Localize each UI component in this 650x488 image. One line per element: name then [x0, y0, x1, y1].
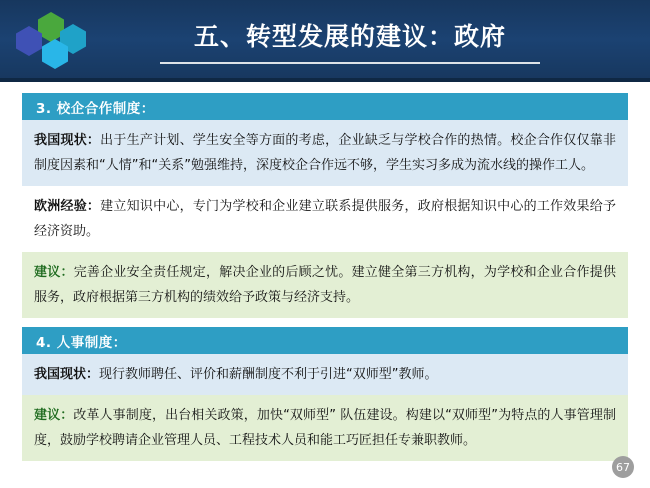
page-number-badge: 67: [612, 456, 634, 478]
slide-header: [0, 0, 650, 82]
paragraph-label: 我国现状：: [34, 367, 100, 382]
paragraph-suggestion-cooperation: [22, 252, 628, 318]
title-underline: [160, 62, 540, 64]
page-title: 五、转型发展的建议：政府: [193, 22, 506, 51]
paragraph-suggestion-personnel: [22, 395, 628, 461]
paragraph-current-status-cooperation: [22, 120, 628, 186]
paragraph-text: 改革人事制度，出台相关政策，加快“双师型” 队伍建设。构建以“双师型”为特点的人事管理制度，鼓励学校聘请企业管理人员、工程技术人员和能工巧匠担任专兼职教师。: [34, 408, 616, 448]
section-header-cooperation: 3. 校企合作制度：: [22, 93, 628, 120]
paragraph-europe-experience-cooperation: [22, 186, 628, 252]
paragraph-label: 建议：: [34, 408, 74, 423]
slide-content: [0, 82, 650, 488]
paragraph-label: 欧洲经验：: [34, 199, 101, 214]
paragraph-text: 出于生产计划、学生安全等方面的考虑，企业缺乏与学校合作的热情。校企合作仅仅靠非制度因素和“人情”和“关系”勉强维持，深度校企合作远不够，学生实习多成为流水线的操作工人。: [34, 133, 616, 173]
paragraph-label: 我国现状：: [34, 133, 101, 148]
paragraph-label: 建议：: [34, 265, 74, 280]
paragraph-text: 建立知识中心，专门为学校和企业建立联系提供服务，政府根据知识中心的工作效果给予经济资助。: [34, 199, 616, 239]
hexagon-logo-icon: [16, 12, 88, 70]
paragraph-text: 完善企业安全责任规定，解决企业的后顾之忧。建立健全第三方机构，为学校和企业合作提供服务，政府根据第三方机构的绩效给予政策与经济支持。: [34, 265, 616, 305]
section-header-personnel: 4. 人事制度：: [22, 327, 628, 354]
paragraph-current-status-personnel: [22, 354, 628, 395]
paragraph-text: 现行教师聘任、评价和薪酬制度不利于引进“双师型”教师。: [99, 367, 438, 382]
